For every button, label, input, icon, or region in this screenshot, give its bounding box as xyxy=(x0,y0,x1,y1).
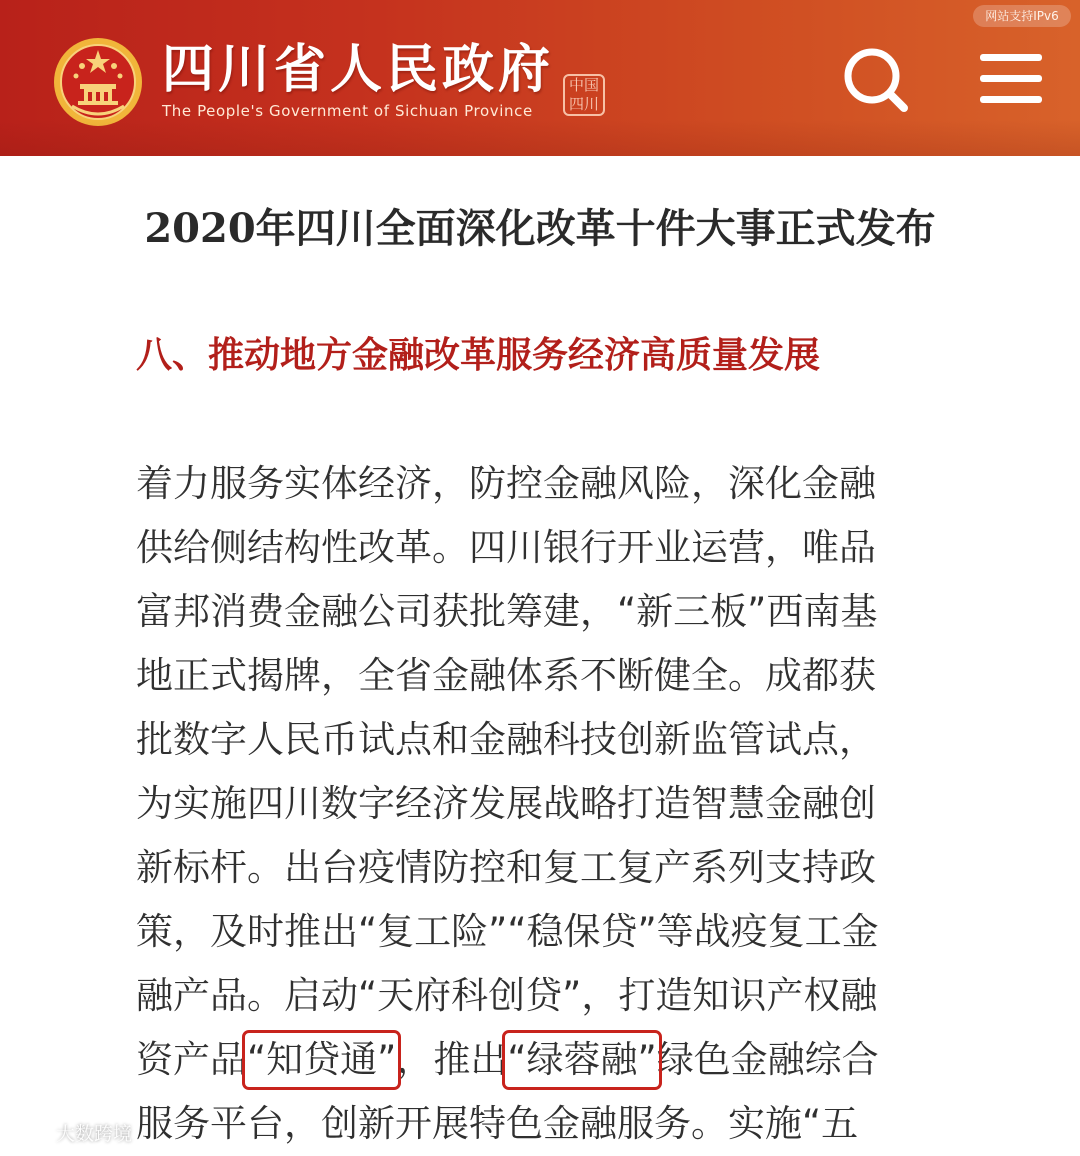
body-line: 融产品。启动“天府科创贷”，打造知识产权融 xyxy=(136,974,878,1017)
body-line: 富邦消费金融公司获批筹建，“新三板”西南基 xyxy=(136,590,878,633)
body-line: 供给侧结构性改革。四川银行开业运营，唯品 xyxy=(136,526,876,569)
body-text-segment: 绿色金融综合 xyxy=(656,1038,879,1081)
seal-text: 中国四川 xyxy=(568,76,599,113)
article-body xyxy=(136,452,946,1156)
body-line: 批数字人民币试点和金融科技创新监管试点， xyxy=(136,718,876,761)
search-icon[interactable] xyxy=(840,46,910,112)
national-emblem-icon[interactable] xyxy=(52,36,144,128)
watermark xyxy=(6,1118,156,1150)
site-name[interactable]: 四川省人民政府 xyxy=(162,39,555,100)
menu-icon[interactable] xyxy=(976,44,1046,114)
site-header xyxy=(0,0,1080,156)
body-line: 着力服务实体经济，防控金融风险，深化金融 xyxy=(136,462,876,505)
body-line: 新标杆。出台疫情防控和复工复产系列支持政 xyxy=(136,846,876,889)
body-line: 策，及时推出“复工险”“稳保贷”等战疫复工金 xyxy=(136,910,879,953)
body-text-segment: 资产品 xyxy=(136,1038,247,1081)
body-line: 地正式揭牌，全省金融体系不断健全。成都获 xyxy=(136,654,876,697)
body-text-segment: ，推出 xyxy=(396,1038,508,1081)
article-title: 2020年四川全面深化改革十件大事正式发布 xyxy=(144,205,936,252)
section-heading: 八、推动地方金融改革服务经济高质量发展 xyxy=(136,335,821,376)
body-line: 为实施四川数字经济发展战略打造智慧金融创 xyxy=(136,782,876,825)
body-line: 服务平台，创新开展特色金融服务。实施“五 xyxy=(136,1102,859,1145)
site-subname: The People's Government of Sichuan Province xyxy=(162,102,533,120)
seal-stamp xyxy=(563,74,605,116)
body-line-highlighted xyxy=(136,1028,946,1092)
ipv6-badge: 网站支持IPv6 xyxy=(973,5,1071,27)
watermark-logo-icon xyxy=(6,1121,52,1147)
highlight-lvrongrong: “绿蓉融” xyxy=(507,1035,656,1085)
highlight-zhidaitong: “知贷通” xyxy=(247,1035,396,1085)
watermark-text: 大数跨境 xyxy=(56,1123,133,1145)
